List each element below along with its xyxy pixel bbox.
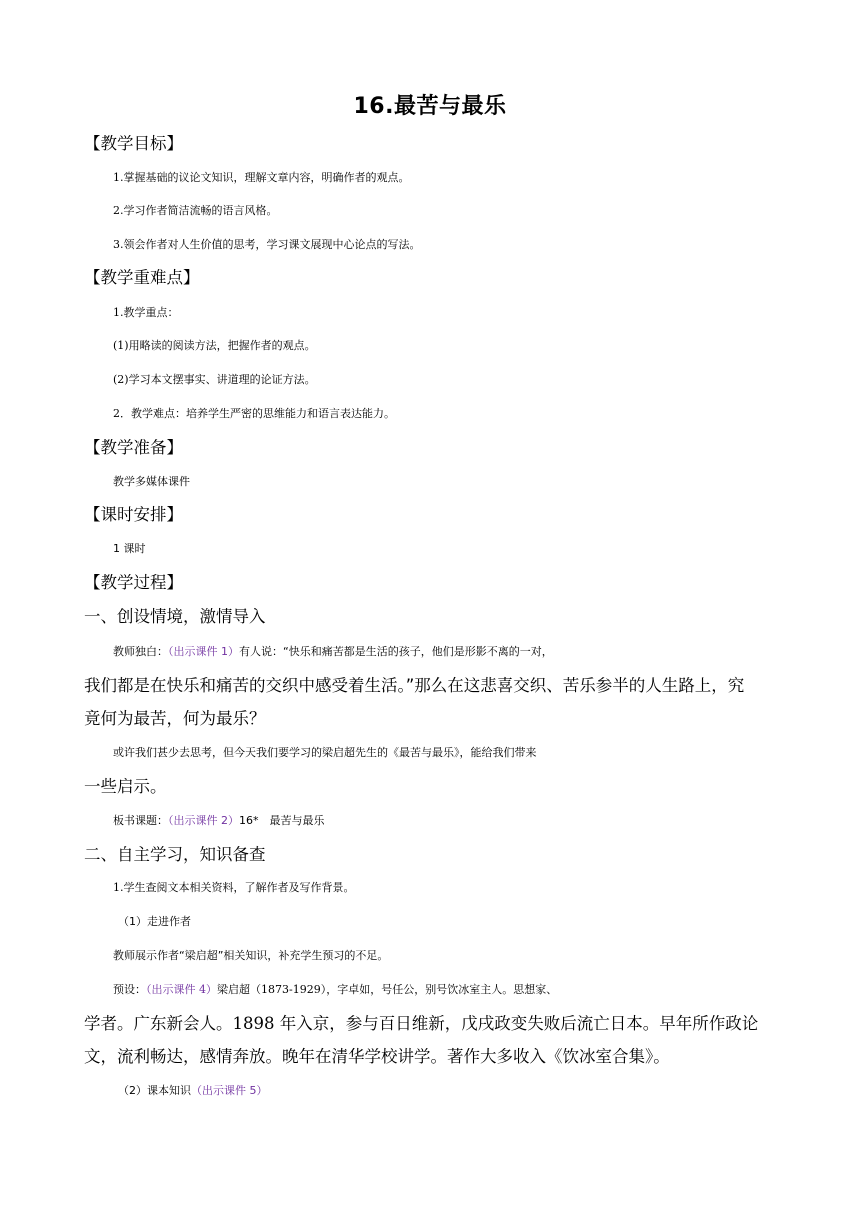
time-text: 1 课时 — [113, 542, 146, 555]
time-heading: 【课时安排】 — [84, 505, 183, 524]
part2-heading: 二、自主学习，知识备查 — [84, 845, 266, 864]
prep-text: 教学多媒体课件 — [113, 475, 190, 488]
part1-paragraph2-line1: 或许我们甚少去思考，但今天我们要学习的梁启超先生的《最苦与最乐》，能给我们带来 — [113, 746, 537, 759]
part2-sub2 — [118, 1079, 818, 1103]
part1-p3-rest: 16* 最苦与最乐 — [239, 814, 325, 827]
part1-paragraph1-line2: 我们都是在快乐和痛苦的交织中感受着生活。”那么在这悲喜交织、苦乐参半的人生路上，究 — [84, 676, 745, 695]
difficulty-point: 2．教学难点：培养学生严密的思维能力和语言表达能力。 — [113, 407, 395, 420]
goal-item-2: 2.学习作者简洁流畅的语言风格。 — [113, 204, 278, 217]
key-point-1: (1)用略读的阅读方法，把握作者的观点。 — [113, 339, 316, 352]
prep-heading: 【教学准备】 — [84, 438, 183, 457]
part2-preset-rest: 梁启超（1873-1929），字卓如，号任公，别号饮冰室主人。思想家、 — [217, 983, 558, 996]
part1-p3-prefix: 板书课题： — [113, 814, 168, 827]
part1-paragraph1-line3: 竟何为最苦，何为最乐？ — [84, 709, 266, 728]
part1-paragraph3 — [113, 809, 813, 833]
part2-preset-cue: （出示课件 4） — [146, 983, 217, 996]
part2-item1: 1.学生查阅文本相关资料，了解作者及写作背景。 — [113, 881, 355, 894]
process-heading: 【教学过程】 — [84, 573, 183, 592]
key-point-2: (2)学习本文摆事实、讲道理的论证方法。 — [113, 373, 316, 386]
part2-sub2-cue: （出示课件 5） — [191, 1084, 268, 1097]
part1-paragraph1-line1 — [113, 640, 813, 664]
page-title: 16.最苦与最乐 — [353, 94, 507, 119]
goal-item-1: 1.掌握基础的议论文知识，理解文章内容，明确作者的观点。 — [113, 171, 410, 184]
part2-sub2-prefix: （2）课本知识 — [118, 1084, 191, 1097]
part1-p1-cue: （出示课件 1） — [168, 645, 239, 658]
part2-preset-line2: 学者。广东新会人。1898 年入京，参与百日维新，戊戌政变失败后流亡日本。早年所作政论 — [84, 1014, 759, 1033]
part1-p3-cue: （出示课件 2） — [168, 814, 239, 827]
goals-heading: 【教学目标】 — [84, 134, 183, 153]
part2-sub1: （1）走进作者 — [118, 915, 191, 928]
part1-p1-prefix: 教师独白： — [113, 645, 168, 658]
goal-item-3: 3.领会作者对人生价值的思考，学习课文展现中心论点的写法。 — [113, 238, 421, 251]
part1-heading: 一、创设情境，激情导入 — [84, 607, 266, 626]
key-heading: 【教学重难点】 — [84, 268, 200, 287]
part2-preset-line1 — [113, 978, 813, 1002]
part1-paragraph2-line2: 一些启示。 — [84, 777, 167, 796]
key-point-label: 1.教学重点： — [113, 306, 179, 319]
part2-sub1-text: 教师展示作者“梁启超”相关知识，补充学生预习的不足。 — [113, 949, 389, 962]
part2-preset-line3: 文，流利畅达，感情奔放。晚年在清华学校讲学。著作大多收入《饮冰室合集》。 — [84, 1047, 670, 1066]
part2-preset-prefix: 预设： — [113, 983, 146, 996]
part1-p1-rest: 有人说：“快乐和痛苦都是生活的孩子，他们是形影不离的一对， — [239, 645, 553, 658]
